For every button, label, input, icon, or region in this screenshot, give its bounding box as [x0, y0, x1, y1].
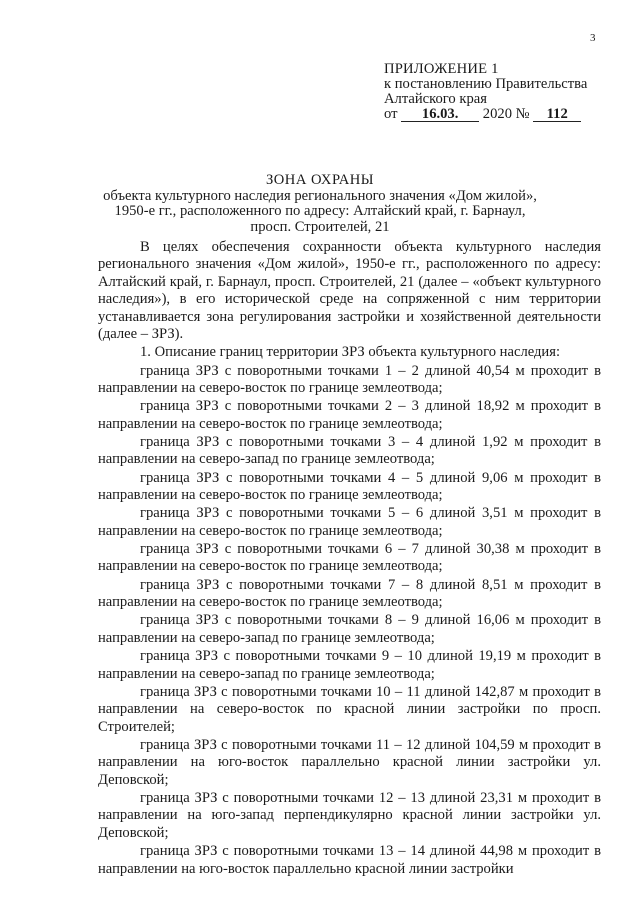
boundary-paragraph: граница ЗРЗ с поворотными точками 4 – 5 длиной 9,06 м проходит в направлении на северо-восток по границе землеотвода;	[98, 469, 601, 504]
number-field: 112	[533, 108, 581, 122]
year-label: 2020 №	[482, 106, 530, 122]
boundary-paragraph: граница ЗРЗ с поворотными точками 7 – 8 длиной 8,51 м проходит в направлении на северо-восток по границе землеотвода;	[98, 576, 601, 611]
boundary-paragraph: граница ЗРЗ с поворотными точками 13 – 14 длиной 44,98 м проходит в направлении на юго-восток параллельно красной линии застройки	[98, 843, 601, 877]
boundary-paragraph: граница ЗРЗ с поворотными точками 9 – 10 длиной 19,19 м проходит в направлении на северо-запад по границе землеотвода;	[98, 648, 601, 682]
boundary-paragraph: граница ЗРЗ с поворотными точками 10 – 11 длиной 142,87 м проходит в направлении на северо-восток по красной линии застройки по просп. Строителей;	[98, 683, 601, 735]
section-1-heading: 1. Описание границ территории ЗРЗ объекта культурного наследия:	[140, 344, 561, 361]
document-body	[98, 239, 601, 878]
boundary-paragraph: граница ЗРЗ с поворотными точками 6 – 7 длиной 30,38 м проходит в направлении на северо-восток по границе землеотвода;	[98, 541, 601, 575]
boundary-paragraph: граница ЗРЗ с поворотными точками 8 – 9 длиной 16,06 м проходит в направлении на северо-запад по границе землеотвода;	[98, 612, 601, 646]
appendix-date-line	[384, 107, 614, 122]
intro-paragraph: В целях обеспечения сохранности объекта культурного наследия регионального значения «Дом жилой», 1950-е гг., расположенного по адресу: Алтайский край, г. Барнаул, просп. Строителей, 21 (далее – «объект культурного наследия»), в его исторической среде на сопряженной с ним территории устанавливается зона регулирования застройки и хозяйственной деятельности (далее – ЗРЗ).	[98, 239, 601, 343]
appendix-region-line: Алтайского края	[384, 91, 487, 107]
boundary-paragraph: граница ЗРЗ с поворотными точками 11 – 12 длиной 104,59 м проходит в направлении на юго-восток параллельно красной линии застройки ул. Деповской;	[98, 736, 601, 788]
from-label: от	[384, 106, 398, 122]
appendix-title: ПРИЛОЖЕНИЕ 1	[384, 61, 499, 77]
boundary-paragraph: граница ЗРЗ с поворотными точками 1 – 2 длиной 40,54 м проходит в направлении на северо-восток по границе землеотвода;	[98, 362, 601, 396]
appendix-resolution-line: к постановлению Правительства	[384, 76, 588, 92]
appendix-block	[384, 62, 614, 122]
boundary-paragraph: граница ЗРЗ с поворотными точками 5 – 6 длиной 3,51 м проходит в направлении на северо-восток по границе землеотвода;	[98, 505, 601, 539]
boundary-paragraph: граница ЗРЗ с поворотными точками 2 – 3 длиной 18,92 м проходит в направлении на северо-восток по границе землеотвода;	[98, 398, 601, 432]
boundary-paragraph: граница ЗРЗ с поворотными точками 3 – 4 длиной 1,92 м проходит в направлении на северо-запад по границе землеотвода;	[98, 433, 601, 468]
boundary-paragraph: граница ЗРЗ с поворотными точками 12 – 13 длиной 23,31 м проходит в направлении на юго-запад перпендикулярно красной линии застройки ул. Деповской;	[98, 790, 601, 841]
zone-subtitle: объекта культурного наследия регионального значения «Дом жилой», 1950-е гг., расположенного по адресу: Алтайский край, г. Барнаул, просп. Строителей, 21	[103, 187, 537, 235]
page-number: 3	[590, 32, 596, 44]
date-field: 16.03.	[401, 108, 479, 122]
zone-title: ЗОНА ОХРАНЫ	[265, 172, 375, 188]
document-heading	[100, 173, 540, 235]
